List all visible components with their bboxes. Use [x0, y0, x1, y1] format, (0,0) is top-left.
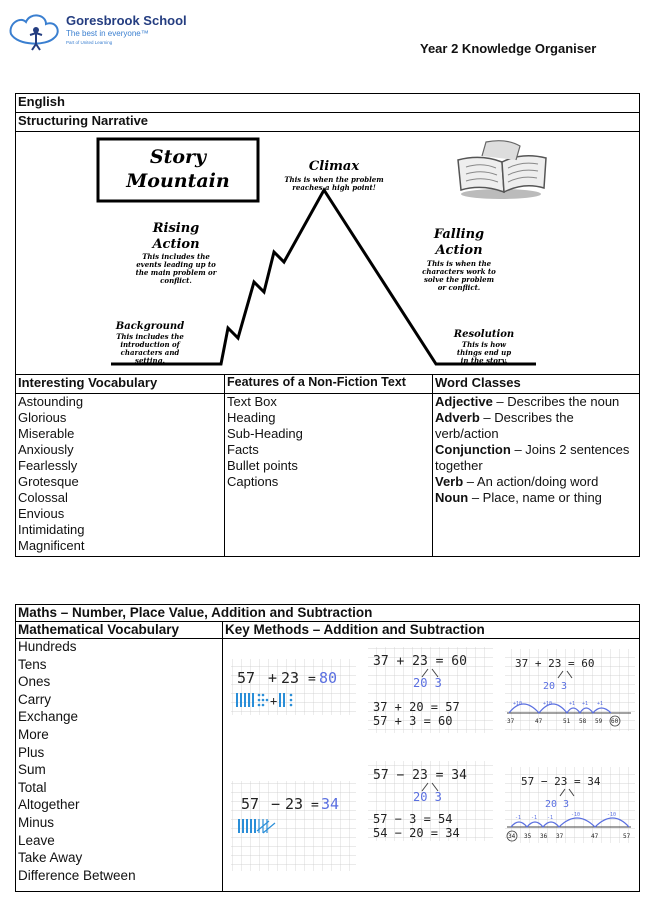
- maths-vocab-item: Difference Between: [18, 867, 136, 883]
- maths-vocab-header: Mathematical Vocabulary: [16, 622, 223, 639]
- resolution-line-1: This is how: [461, 340, 507, 349]
- nonfiction-item: Sub-Heading: [227, 426, 303, 441]
- add3-hop-2: +10: [543, 701, 553, 707]
- falling-line-4: or conflict.: [437, 283, 481, 292]
- falling-line-3: solve the problem: [423, 275, 495, 284]
- vocab-item: Glorious: [18, 410, 67, 425]
- school-subtagline: Part of United Learning: [66, 40, 113, 45]
- falling-line-1: This is when the: [426, 259, 492, 268]
- open-book-icon: [458, 141, 546, 199]
- wordclass-desc: – Describes the verb/action: [435, 410, 574, 441]
- add3-hop-4: +1: [582, 701, 589, 707]
- add2-line1: 37 + 23 = 60: [373, 654, 467, 669]
- wordclass-desc: – Joins 2 sentences together: [435, 442, 630, 473]
- narrative-subheading: Structuring Narrative: [16, 113, 640, 132]
- wordclass-term: Adverb: [435, 410, 480, 425]
- sub1-b: 23: [285, 795, 304, 813]
- nonfiction-item: Heading: [227, 410, 276, 425]
- wordclass-list: [433, 394, 640, 557]
- add3-tick-3: 51: [563, 718, 571, 725]
- maths-vocab-item: Minus: [18, 814, 55, 830]
- background-title: Background: [115, 321, 185, 332]
- climax-line-1: This is when the problem: [284, 175, 384, 184]
- rising-line-1: This includes the: [142, 252, 210, 261]
- sub3-hop-4: -10: [571, 812, 581, 818]
- wordclass-header: Word Classes: [433, 375, 640, 394]
- maths-vocab-item: Ones: [18, 674, 51, 690]
- sub3-tick-5: 47: [591, 833, 599, 840]
- story-mountain-cell: [16, 132, 640, 375]
- resolution-title: Resolution: [453, 329, 515, 340]
- resolution-line-3: in the story.: [460, 356, 508, 365]
- background-line-3: characters and: [120, 348, 180, 357]
- background-line-2: introduction of: [120, 340, 180, 349]
- vocab-item: Anxiously: [18, 442, 74, 457]
- vocab-header: Interesting Vocabulary: [16, 375, 225, 394]
- nonfiction-header: Features of a Non-Fiction Text: [225, 375, 433, 394]
- sub3-hop-5: -10: [607, 812, 617, 818]
- sub2-line3: 54 − 20 = 34: [373, 826, 460, 840]
- vocab-item: Fearlessly: [18, 458, 78, 473]
- maths-vocab-item: More: [18, 726, 49, 742]
- vocab-list: [16, 394, 225, 557]
- wordclass-term: Noun: [435, 490, 469, 505]
- maths-vocab-item: Sum: [18, 762, 46, 778]
- add1-ans: 80: [319, 669, 338, 687]
- sub1-ans: 34: [321, 795, 340, 813]
- wordclass-item: [435, 394, 637, 410]
- vocab-item: Magnificent: [18, 538, 85, 553]
- wordclass-item: [435, 490, 637, 506]
- english-table: [15, 93, 640, 557]
- rising-title-1: Rising: [152, 221, 200, 236]
- sub1-eq: =: [311, 798, 319, 813]
- story-mountain-title-2: Mountain: [126, 170, 230, 192]
- vocab-item: Intimidating: [18, 522, 85, 537]
- maths-vocab-item: Hundreds: [18, 639, 77, 654]
- wordclass-item: [435, 410, 637, 442]
- methods-diagram: [223, 639, 639, 891]
- add3-tick-2: 47: [535, 718, 543, 725]
- maths-heading: Maths – Number, Place Value, Addition and Subtraction: [16, 605, 640, 622]
- sub3-tick-4: 37: [556, 833, 564, 840]
- sub3-tick-3: 36: [540, 833, 548, 840]
- add3-hop-1: +10: [513, 701, 523, 707]
- sub2-split: 20 3: [413, 790, 442, 804]
- nonfiction-list: [225, 394, 433, 557]
- sub3-tick-6: 57: [623, 833, 631, 840]
- maths-vocab-list: [16, 639, 223, 892]
- add3-hop-3: +1: [569, 701, 576, 707]
- vocab-item: Colossal: [18, 490, 68, 505]
- sub1-a: 57: [241, 795, 260, 813]
- wordclass-term: Verb: [435, 474, 464, 489]
- wordclass-desc: – Describes the noun: [492, 394, 620, 409]
- add3-hop-5: +1: [597, 701, 604, 707]
- sub-method-3: [505, 767, 635, 843]
- add-method-2: [368, 647, 493, 733]
- nonfiction-item: Facts: [227, 442, 259, 457]
- page-title: Year 2 Knowledge Organiser: [420, 41, 597, 56]
- sub-method-1: [231, 781, 356, 871]
- nonfiction-item: Captions: [227, 474, 279, 489]
- sub3-tick-1: 34: [508, 833, 516, 840]
- falling-title-1: Falling: [433, 227, 485, 242]
- maths-vocab-item: Altogether: [18, 797, 80, 813]
- add3-split: 20 3: [543, 681, 568, 692]
- maths-table: [15, 604, 640, 892]
- sub3-hop-2: -1: [531, 815, 538, 821]
- add1-eq: =: [308, 672, 316, 687]
- wordclass-term: Conjunction: [435, 442, 511, 457]
- vocab-item: Astounding: [18, 394, 84, 409]
- add-method-3: [505, 649, 635, 731]
- nonfiction-item: Text Box: [227, 394, 277, 409]
- sub3-tick-2: 35: [524, 833, 532, 840]
- add2-line2: 37 + 20 = 57: [373, 700, 460, 714]
- rising-line-2: events leading up to: [136, 260, 216, 269]
- maths-vocab-item: Carry: [18, 691, 51, 707]
- add-method-1: [231, 659, 356, 715]
- sub3-hop-3: -1: [547, 815, 554, 821]
- falling-title-2: Action: [435, 243, 483, 258]
- falling-line-2: characters work to: [422, 267, 496, 276]
- story-mountain-diagram: [16, 132, 637, 374]
- resolution-line-2: things end up: [456, 348, 512, 357]
- add3-tick-5: 59: [595, 718, 603, 725]
- methods-header: Key Methods – Addition and Subtraction: [223, 622, 640, 639]
- maths-vocab-item: Leave: [18, 832, 55, 848]
- ones-dots-add-2: [290, 694, 293, 707]
- background-line-4: setting.: [135, 356, 165, 365]
- sub-method-2: [368, 761, 493, 841]
- climax-title: Climax: [308, 159, 360, 174]
- rising-line-4: conflict.: [160, 276, 192, 285]
- sub3-split: 20 3: [545, 799, 570, 810]
- wordclass-item: [435, 442, 637, 474]
- add2-line3: 57 + 3 = 60: [373, 714, 453, 728]
- sub3-hop-1: -1: [515, 815, 522, 821]
- sub2-line2: 57 − 3 = 54: [373, 812, 453, 826]
- add3-eq: 37 + 23 = 60: [515, 657, 595, 670]
- maths-vocab-item: Tens: [18, 656, 47, 672]
- add3-tick-6: 60: [611, 718, 619, 725]
- add3-tick-1: 37: [507, 718, 515, 725]
- vocab-item: Envious: [18, 506, 65, 521]
- rising-title-2: Action: [152, 237, 200, 252]
- story-mountain-title-1: Story: [149, 146, 207, 168]
- nonfiction-item: Bullet points: [227, 458, 298, 473]
- wordclass-desc: – Place, name or thing: [468, 490, 602, 505]
- methods-cell: [223, 639, 640, 892]
- climax-line-2: reaches a high point!: [292, 183, 376, 192]
- school-name: Goresbrook School: [66, 13, 187, 28]
- add2-split: 20 3: [413, 676, 442, 690]
- sub1-op: −: [271, 795, 281, 813]
- add1-op: +: [268, 669, 278, 687]
- sub2-line1: 57 − 23 = 34: [373, 768, 467, 783]
- wordclass-term: Adjective: [435, 394, 493, 409]
- school-tagline: The best in everyone™: [66, 29, 149, 38]
- add3-tick-4: 58: [579, 718, 587, 725]
- rising-line-3: the main problem or: [135, 268, 217, 277]
- maths-vocab-item: Plus: [18, 744, 45, 760]
- background-line-1: This includes the: [116, 332, 184, 341]
- add1-a: 57: [237, 669, 256, 687]
- sub3-eq: 57 − 23 = 34: [521, 775, 601, 788]
- wordclass-desc: – An action/doing word: [463, 474, 599, 489]
- add1-plus-sign: +: [270, 694, 278, 708]
- maths-vocab-item: Exchange: [18, 709, 79, 725]
- maths-vocab-item: Total: [18, 779, 47, 795]
- maths-vocab-item: Take Away: [18, 850, 83, 866]
- english-heading: English: [16, 94, 640, 113]
- vocab-item: Miserable: [18, 426, 75, 441]
- vocab-item: Grotesque: [18, 474, 79, 489]
- school-logo: [6, 10, 66, 54]
- wordclass-item: [435, 474, 637, 490]
- add1-b: 23: [281, 669, 300, 687]
